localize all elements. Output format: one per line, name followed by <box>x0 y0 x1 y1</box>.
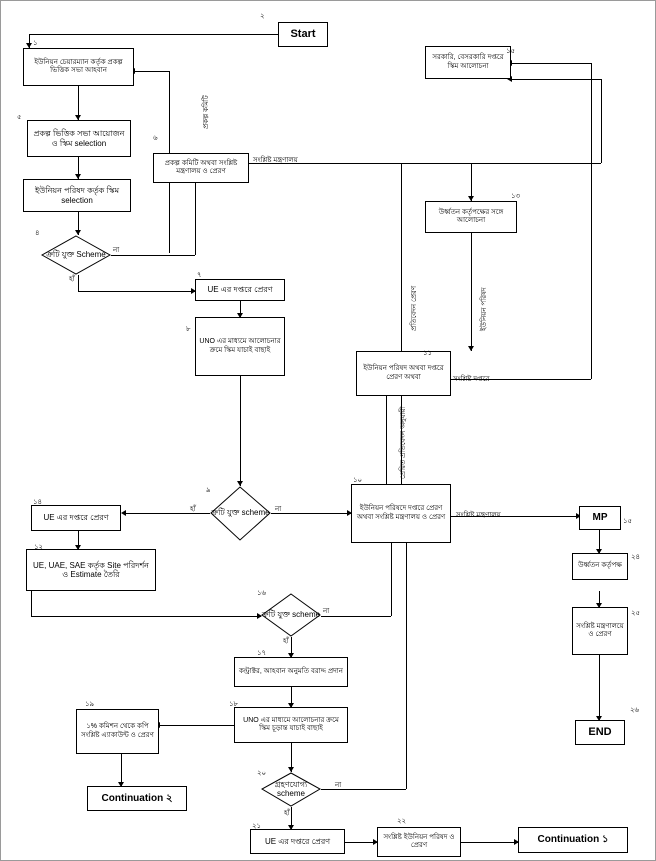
node-number: ২১ <box>252 823 262 830</box>
edge-label-report-based: প্রেরিত প্রতিবেদন অনুযায়ী <box>400 406 407 479</box>
edge <box>78 291 195 292</box>
decision-9-faulty-scheme[interactable]: ক্রটি যুক্ত scheme <box>210 486 271 541</box>
node-8-uno-scheme-verification[interactable]: UNO এর মাধ্যমে আলোচনার ক্রমে স্কিম যাচাই বাছাই <box>195 317 285 376</box>
node-continuation-2[interactable]: Continuation ২ <box>87 786 187 811</box>
edge <box>511 79 601 80</box>
node-11-union-parishad-office-send[interactable]: ইউনিয়ন পরিষদ অথবা দপ্তরে প্রেরণ অথবা <box>356 351 451 396</box>
edge-label-yes: হাঁ <box>283 638 289 645</box>
node-number: ১২ <box>34 544 44 551</box>
edge-label-ministry-2: সংশ্লিষ্ট মন্ত্রণালয় <box>456 512 501 519</box>
node-number: ১ <box>33 40 38 47</box>
node-number: ২০ <box>257 770 267 777</box>
node-18-uno-final-verification[interactable]: UNO এর মাধ্যমে আলোচনার ক্রমে স্কিম চূড়ান্ত যাচাই বাছাই <box>234 707 348 743</box>
edge <box>111 255 195 256</box>
edge <box>386 381 387 491</box>
node-25-send-to-ministry[interactable]: সংশ্লিষ্ট মন্ত্রণালয়ে ও প্রেরণ <box>572 607 628 655</box>
edge <box>249 163 601 164</box>
edge <box>471 233 472 351</box>
edge <box>511 63 591 64</box>
node-19-commission-account-send[interactable]: ১% কমিশন থেকে কপি সংশ্লিষ্ট এ্যাকাউন্ট ও প্রেরণ <box>76 709 159 754</box>
edge <box>78 275 79 291</box>
node-12-site-visit-estimate[interactable]: UE, UAE, SAE কর্তৃক Site পরিদর্শন ও Estimate তৈরি <box>26 549 156 591</box>
edge <box>31 591 32 616</box>
edge <box>29 34 278 35</box>
edge <box>601 79 602 163</box>
node-number: ১০ <box>353 477 363 484</box>
node-5-scheme-selection-meeting[interactable]: প্রকল্প ভিত্তিক সভা আয়োজন ও স্কিম selection <box>27 120 131 157</box>
edge-label-union-parishad: ইউনিয়ন পরিষদ <box>481 287 488 331</box>
edge-label-project-committee: প্রকল্প কমিটি <box>203 95 210 129</box>
arrow-icon <box>121 510 126 516</box>
node-22-send-to-union-parishad[interactable]: সংশ্লিষ্ট ইউনিয়ন পরিষদ ও প্রেরণ <box>377 827 461 857</box>
node-number: ১৫ <box>506 48 516 55</box>
node-15-govt-nongovt-office-discussion[interactable]: সরকারি, বেসরকারি দপ্তরে স্কিম আলোচনা <box>425 46 511 79</box>
node-number: ৮ <box>186 326 191 333</box>
node-10-send-to-parishad-or-ministry[interactable]: ইউনিয়ন পরিষদে দপ্তরে প্রেরণ অথবা সংশ্লিষ্ট মন্ত্রণালয় ও প্রেরণ <box>351 484 451 543</box>
edge <box>321 789 406 790</box>
edge <box>31 616 261 617</box>
edge <box>271 513 351 514</box>
decision-16-faulty-scheme[interactable]: ক্রটি যুক্ত scheme <box>261 593 321 637</box>
node-mp[interactable]: MP <box>579 506 621 530</box>
node-number: ৭ <box>197 272 202 279</box>
node-1-union-chairman-meeting[interactable]: ইউনিয়ন চেয়ারম্যান কর্তৃক প্রকল্প ভিত্তিক সভা আহবান <box>23 48 134 86</box>
edge <box>125 513 210 514</box>
edge-label-yes: হাঁ <box>190 506 196 513</box>
node-21-send-to-ue-office[interactable]: UE এর দপ্তরে প্রেরণ <box>250 829 345 854</box>
edge-label-no: না <box>323 608 330 615</box>
node-number: ২২ <box>397 818 407 825</box>
node-number: ৬ <box>153 135 158 142</box>
node-number: ৯ <box>206 487 211 494</box>
edge <box>391 541 392 616</box>
node-7-send-to-ue-office[interactable]: UE এর দপ্তরে প্রেরণ <box>195 279 285 301</box>
node-number: ২৫ <box>631 610 641 617</box>
node-14-send-to-ue-office[interactable]: UE এর দপ্তরে প্রেরণ <box>31 505 121 531</box>
node-24-higher-authority[interactable]: উর্ধ্বতন কর্তৃপক্ষ <box>572 553 628 580</box>
edge-label-report-send: প্রতিবেদন প্রেরণ <box>411 285 418 331</box>
node-number: ১৪ <box>33 499 43 506</box>
edge-label-no: না <box>113 247 120 254</box>
node-number: ১৬ <box>257 590 267 597</box>
edge <box>240 376 241 486</box>
node-17-contractor-allocation[interactable]: কন্ট্রাক্টর, আহবান অনুমতি বরাদ্দ প্রদান <box>234 657 348 687</box>
node-number: ৪ <box>35 230 40 237</box>
node-13-discussion-with-authority[interactable]: উর্ধ্বতন কর্তৃপক্ষের সঙ্গে আলোচনা <box>425 201 517 233</box>
arrow-icon <box>468 346 474 351</box>
node-continuation-1[interactable]: Continuation ১ <box>518 827 628 853</box>
node-number: ১৮ <box>229 701 239 708</box>
edge <box>599 655 600 720</box>
node-number: ১৯ <box>85 701 95 708</box>
edge <box>406 543 407 789</box>
node-number: ১১ <box>423 350 433 357</box>
edge <box>195 182 196 255</box>
edge-label-office: সংশ্লিষ্ট দপ্তরে <box>453 376 490 383</box>
edge-label-no: না <box>335 782 342 789</box>
edge-label-ministry: সংশ্লিষ্ট মন্ত্রণালয় <box>253 157 298 164</box>
edge-label-no: না <box>275 506 282 513</box>
node-number: ২৬ <box>630 707 640 714</box>
edge <box>134 71 169 72</box>
node-number: ২৪ <box>631 554 641 561</box>
edge-label-yes: হাঁ <box>69 276 75 283</box>
edge <box>461 842 518 843</box>
decision-4-faulty-scheme[interactable]: ক্রটি যুক্ত Scheme <box>41 235 111 275</box>
node-number: ২ <box>260 13 265 20</box>
node-number: ৫ <box>17 114 22 121</box>
node-end[interactable]: END <box>575 720 625 745</box>
node-number: ১৫ <box>623 518 633 525</box>
decision-20-acceptable-scheme[interactable]: গ্রহণযোগ্য scheme <box>261 772 321 807</box>
node-start[interactable]: Start <box>278 22 328 47</box>
edge <box>159 725 234 726</box>
edge-label-yes: হাঁ <box>284 810 290 817</box>
edge <box>591 63 592 379</box>
node-number: ১৩ <box>511 193 521 200</box>
node-number: ১৭ <box>257 650 267 657</box>
node-6-project-committee-ministry[interactable]: প্রকল্প কমিটি অথবা সংশ্লিষ্ট মন্ত্রণালয় ও প্রেরণ <box>153 153 249 183</box>
node-union-parishad-scheme-selection[interactable]: ইউনিয়ন পরিষদ কর্তৃক স্কিম selection <box>23 179 131 212</box>
edge <box>321 616 391 617</box>
